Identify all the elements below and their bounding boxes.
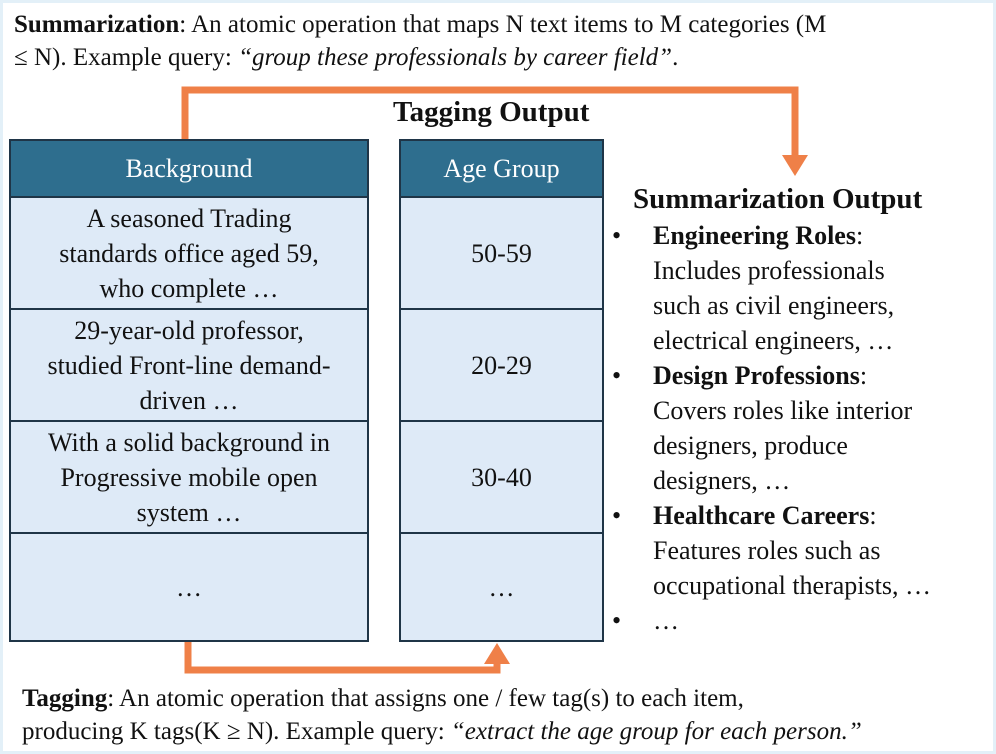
tagging-query: “extract the age group for each person.”: [450, 718, 862, 745]
tagging-arrowhead: [484, 643, 510, 664]
list-item: [612, 358, 992, 498]
bullet: •: [612, 221, 622, 250]
background-header: Background: [11, 141, 367, 198]
category-description: Covers roles like interior designers, produce designers, …: [653, 396, 913, 495]
list-item: [612, 603, 992, 638]
summarization-query: “group these professionals by career field”: [238, 44, 673, 71]
age-group-cell: 30-40: [401, 422, 602, 534]
age-group-cell: …: [401, 534, 602, 640]
age-group-cell: 20-29: [401, 310, 602, 422]
bullet: •: [612, 606, 622, 635]
tagging-term: Tagging: [22, 685, 108, 712]
age-group-table: [399, 139, 604, 642]
age-group-cell: 50-59: [401, 198, 602, 310]
tagging-output-title: Tagging Output: [393, 96, 590, 128]
more-ellipsis: …: [653, 606, 679, 635]
summarization-output-title: Summarization Output: [633, 183, 923, 215]
bullet: •: [612, 501, 622, 530]
list-item: [612, 218, 992, 358]
colon: :: [869, 501, 877, 530]
tagging-definition: [22, 682, 862, 748]
background-cell: …: [11, 534, 367, 640]
category-description: Features roles such as occupational therapists, …: [653, 536, 931, 600]
colon: :: [859, 361, 868, 390]
summarization-arrowhead: [782, 155, 808, 176]
age-group-header: Age Group: [401, 141, 602, 198]
category-name: Healthcare Careers: [653, 501, 870, 530]
list-item: [612, 498, 992, 603]
bullet: •: [612, 361, 622, 390]
background-cell: With a solid background in Progressive mobile open system …: [11, 422, 367, 534]
category-name: Engineering Roles: [653, 221, 856, 250]
summarization-body: : An atomic operation that maps N text items to M categories (M ≤ N). Example query:: [14, 11, 827, 71]
tagging-body: : An atomic operation that assigns one / few tag(s) to each item, producing K tags(K ≥ N). Example query:: [22, 685, 744, 745]
summarization-tail: .: [672, 44, 679, 71]
tagging-arrow: [188, 641, 497, 670]
background-cell: 29-year-old professor, studied Front-line demand- driven …: [11, 310, 367, 422]
background-table: [9, 139, 369, 642]
summarization-list: [612, 218, 992, 638]
category-description: Includes professionals such as civil engineers, electrical engineers, …: [653, 256, 895, 355]
summarization-term: Summarization: [14, 11, 180, 38]
background-cell: A seasoned Trading standards office aged 59, who complete …: [11, 198, 367, 310]
category-name: Design Professions: [653, 361, 860, 390]
colon: :: [855, 221, 864, 250]
